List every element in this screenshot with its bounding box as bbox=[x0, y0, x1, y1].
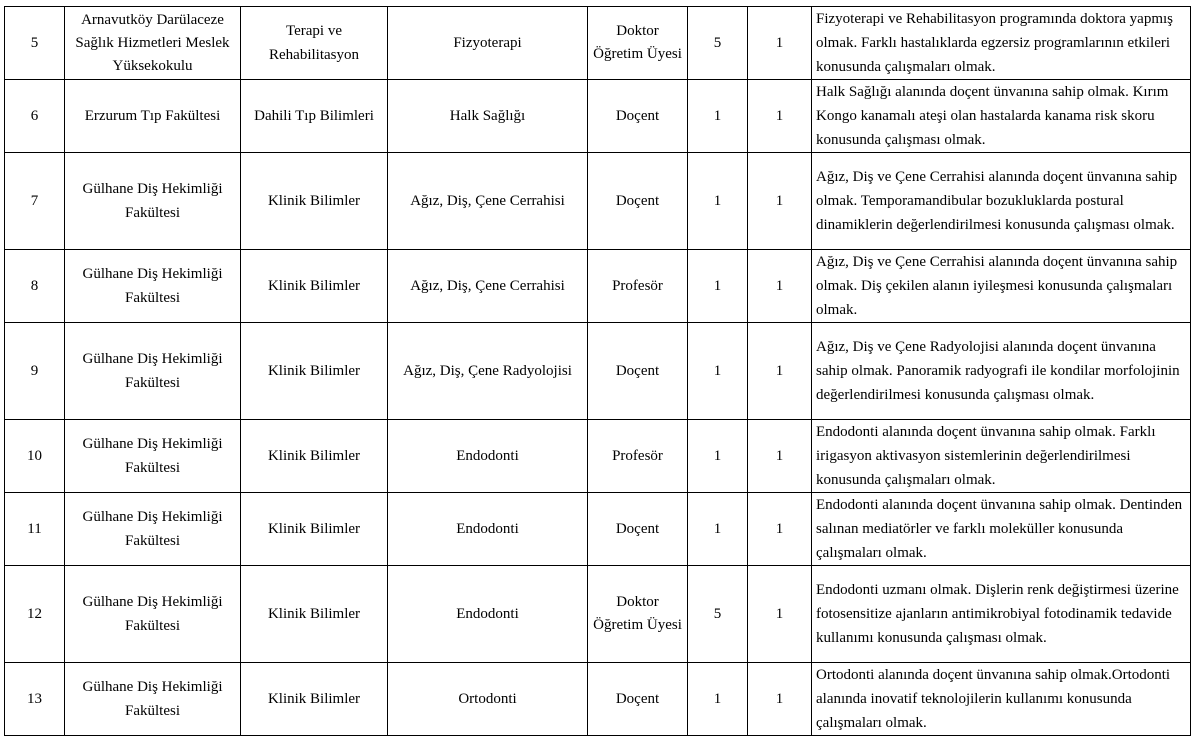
table-row bbox=[5, 250, 1191, 323]
field-cell: Ağız, Diş, Çene Cerrahisi bbox=[388, 153, 588, 250]
unit-cell: Gülhane Diş Hekimliği Fakültesi bbox=[65, 566, 241, 663]
field-cell: Ortodonti bbox=[388, 663, 588, 736]
field-cell: Halk Sağlığı bbox=[388, 80, 588, 153]
count-cell: 1 bbox=[748, 153, 812, 250]
count-cell: 1 bbox=[748, 420, 812, 493]
requirement-cell: Endodonti uzmanı olmak. Dişlerin renk değiştirmesi üzerine fotosensitize ajanların antimikrobiyal fotodinamik tedavide kullanımı konusunda çalışması olmak. bbox=[812, 566, 1191, 663]
table-row bbox=[5, 80, 1191, 153]
degree-cell: 1 bbox=[688, 153, 748, 250]
title-cell: Doçent bbox=[588, 663, 688, 736]
field-cell: Endodonti bbox=[388, 420, 588, 493]
degree-cell: 5 bbox=[688, 7, 748, 80]
row-number: 8 bbox=[5, 250, 65, 323]
department-cell: Klinik Bilimler bbox=[241, 323, 388, 420]
title-cell: Doktor Öğretim Üyesi bbox=[588, 7, 688, 80]
unit-cell: Gülhane Diş Hekimliği Fakültesi bbox=[65, 250, 241, 323]
positions-table bbox=[4, 6, 1191, 736]
count-cell: 1 bbox=[748, 663, 812, 736]
degree-cell: 1 bbox=[688, 493, 748, 566]
degree-cell: 1 bbox=[688, 323, 748, 420]
title-cell: Profesör bbox=[588, 250, 688, 323]
field-cell: Endodonti bbox=[388, 493, 588, 566]
requirement-cell: Ağız, Diş ve Çene Cerrahisi alanında doçent ünvanına sahip olmak. Diş çekilen alanın iyileşmesi konusunda çalışmaları olmak. bbox=[812, 250, 1191, 323]
unit-cell: Gülhane Diş Hekimliği Fakültesi bbox=[65, 323, 241, 420]
title-cell: Profesör bbox=[588, 420, 688, 493]
requirement-cell: Ağız, Diş ve Çene Cerrahisi alanında doçent ünvanına sahip olmak. Temporamandibular bozukluklarda postural dinamiklerin değerlendirilmesi konusunda çalışması olmak. bbox=[812, 153, 1191, 250]
department-cell: Klinik Bilimler bbox=[241, 420, 388, 493]
unit-cell: Gülhane Diş Hekimliği Fakültesi bbox=[65, 493, 241, 566]
requirement-cell: Halk Sağlığı alanında doçent ünvanına sahip olmak. Kırım Kongo kanamalı ateşi olan hastalarda kanama risk skoru konusunda çalışması olmak. bbox=[812, 80, 1191, 153]
count-cell: 1 bbox=[748, 566, 812, 663]
row-number: 11 bbox=[5, 493, 65, 566]
row-number: 13 bbox=[5, 663, 65, 736]
unit-cell: Erzurum Tıp Fakültesi bbox=[65, 80, 241, 153]
unit-cell: Gülhane Diş Hekimliği Fakültesi bbox=[65, 153, 241, 250]
field-cell: Ağız, Diş, Çene Cerrahisi bbox=[388, 250, 588, 323]
degree-cell: 1 bbox=[688, 80, 748, 153]
department-cell: Klinik Bilimler bbox=[241, 153, 388, 250]
row-number: 5 bbox=[5, 7, 65, 80]
unit-cell: Gülhane Diş Hekimliği Fakültesi bbox=[65, 663, 241, 736]
table-row bbox=[5, 566, 1191, 663]
degree-cell: 1 bbox=[688, 663, 748, 736]
department-cell: Dahili Tıp Bilimleri bbox=[241, 80, 388, 153]
row-number: 7 bbox=[5, 153, 65, 250]
title-cell: Doçent bbox=[588, 493, 688, 566]
table-row bbox=[5, 663, 1191, 736]
table-row bbox=[5, 7, 1191, 80]
title-cell: Doçent bbox=[588, 323, 688, 420]
table-row bbox=[5, 323, 1191, 420]
requirement-cell: Ağız, Diş ve Çene Radyolojisi alanında doçent ünvanına sahip olmak. Panoramik radyografi ile kondilar morfolojinin değerlendirilmesi konusunda çalışması olmak. bbox=[812, 323, 1191, 420]
requirement-cell: Fizyoterapi ve Rehabilitasyon programında doktora yapmış olmak. Farklı hastalıklarda egzersiz programlarının etkileri konusunda çalışmaları olmak. bbox=[812, 7, 1191, 80]
requirement-cell: Endodonti alanında doçent ünvanına sahip olmak. Dentinden salınan mediatörler ve farklı moleküller konusunda çalışmaları olmak. bbox=[812, 493, 1191, 566]
count-cell: 1 bbox=[748, 80, 812, 153]
count-cell: 1 bbox=[748, 323, 812, 420]
row-number: 9 bbox=[5, 323, 65, 420]
row-number: 6 bbox=[5, 80, 65, 153]
degree-cell: 5 bbox=[688, 566, 748, 663]
count-cell: 1 bbox=[748, 250, 812, 323]
table-row bbox=[5, 153, 1191, 250]
field-cell: Endodonti bbox=[388, 566, 588, 663]
row-number: 12 bbox=[5, 566, 65, 663]
row-number: 10 bbox=[5, 420, 65, 493]
unit-cell: Gülhane Diş Hekimliği Fakültesi bbox=[65, 420, 241, 493]
requirement-cell: Endodonti alanında doçent ünvanına sahip olmak. Farklı irigasyon aktivasyon sistemlerinin değerlendirilmesi konusunda çalışmaları olmak. bbox=[812, 420, 1191, 493]
department-cell: Terapi ve Rehabilitasyon bbox=[241, 7, 388, 80]
department-cell: Klinik Bilimler bbox=[241, 663, 388, 736]
unit-cell: Arnavutköy Darülaceze Sağlık Hizmetleri Meslek Yüksekokulu bbox=[65, 7, 241, 80]
department-cell: Klinik Bilimler bbox=[241, 566, 388, 663]
field-cell: Fizyoterapi bbox=[388, 7, 588, 80]
degree-cell: 1 bbox=[688, 250, 748, 323]
table-row bbox=[5, 493, 1191, 566]
table-row bbox=[5, 420, 1191, 493]
department-cell: Klinik Bilimler bbox=[241, 493, 388, 566]
count-cell: 1 bbox=[748, 493, 812, 566]
requirement-cell: Ortodonti alanında doçent ünvanına sahip olmak.Ortodonti alanında inovatif teknolojilerin kullanımı konusunda çalışmaları olmak. bbox=[812, 663, 1191, 736]
title-cell: Doktor Öğretim Üyesi bbox=[588, 566, 688, 663]
department-cell: Klinik Bilimler bbox=[241, 250, 388, 323]
count-cell: 1 bbox=[748, 7, 812, 80]
degree-cell: 1 bbox=[688, 420, 748, 493]
title-cell: Doçent bbox=[588, 80, 688, 153]
field-cell: Ağız, Diş, Çene Radyolojisi bbox=[388, 323, 588, 420]
title-cell: Doçent bbox=[588, 153, 688, 250]
